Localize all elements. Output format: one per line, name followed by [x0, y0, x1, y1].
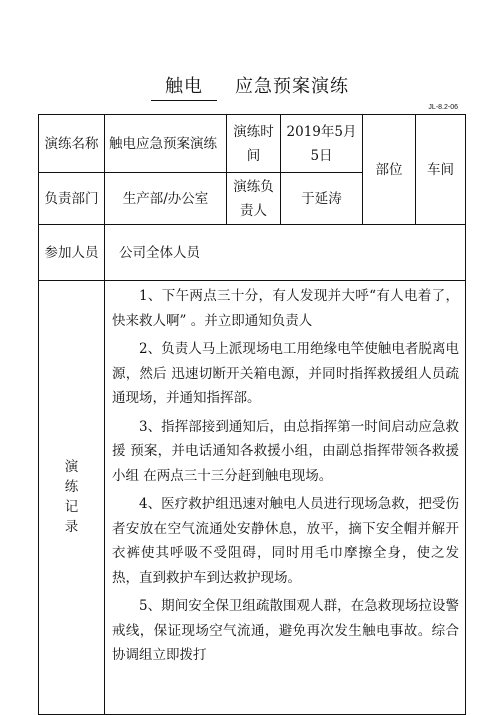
responsible-dept-value: 生产部/办公室 [105, 173, 227, 225]
drill-time-label: 演练时间 [227, 115, 281, 173]
drill-time-value: 2019年5月5日 [281, 115, 363, 173]
title-underlined-part: 触电 [151, 75, 217, 101]
table-row [39, 281, 466, 715]
responsible-dept-label: 负责部门 [39, 173, 105, 225]
title-main-part: 应急预案演练 [235, 76, 349, 97]
drill-name-value: 触电应急预案演练 [105, 115, 227, 173]
location-value: 车间 [416, 115, 466, 225]
record-paragraph-4: 4、医疗救护组迅速对触电人员进行现场急救，把受伤者安放在空气流通处安静休息，放平，摘下安全帽并解开 衣裤使其呼吸不受阻碍，同时用毛巾摩擦全身，使之发热，直到救护车到达救护现场。 [112, 496, 459, 586]
record-paragraph-2: 2、负责人马上派现场电工用绝缘电竿使触电者脱离电源，然后 迅速切断开关箱电源，并同时指挥救援组人员疏通现场，并通知指挥部。 [112, 341, 459, 406]
record-paragraph-5: 5、期间安全保卫组疏散围观人群，在急救现场拉设警戒线，保证现场空气流通，避免再次发生触电事故。综合协调组立即拨打 [112, 598, 459, 663]
drill-name-label: 演练名称 [39, 115, 105, 173]
table-row [39, 115, 466, 173]
drill-owner-value: 于延涛 [281, 173, 363, 225]
location-label: 部位 [363, 115, 416, 225]
document-title [0, 72, 500, 101]
record-content [105, 281, 466, 715]
record-paragraph-1: 1、下午两点三十分，有人发现并大呼“有人电着了，快来救人啊” 。并立即通知负责人 [112, 288, 459, 329]
drill-record-table [38, 114, 466, 715]
record-label: 演练记录 [39, 281, 105, 715]
participants-value: 公司全体人员 [105, 225, 466, 281]
table-row [39, 225, 466, 281]
record-paragraph-3: 3、指挥部接到通知后，由总指挥第一时间启动应急救援 预案，并电话通知各救援小组，由副总指挥带领各救援小组 在两点三十三分赶到触电现场。 [112, 418, 459, 484]
drill-owner-label: 演练负责人 [227, 173, 281, 225]
document-number: JL-8.2-06 [428, 104, 458, 111]
participants-label: 参加人员 [39, 225, 105, 281]
